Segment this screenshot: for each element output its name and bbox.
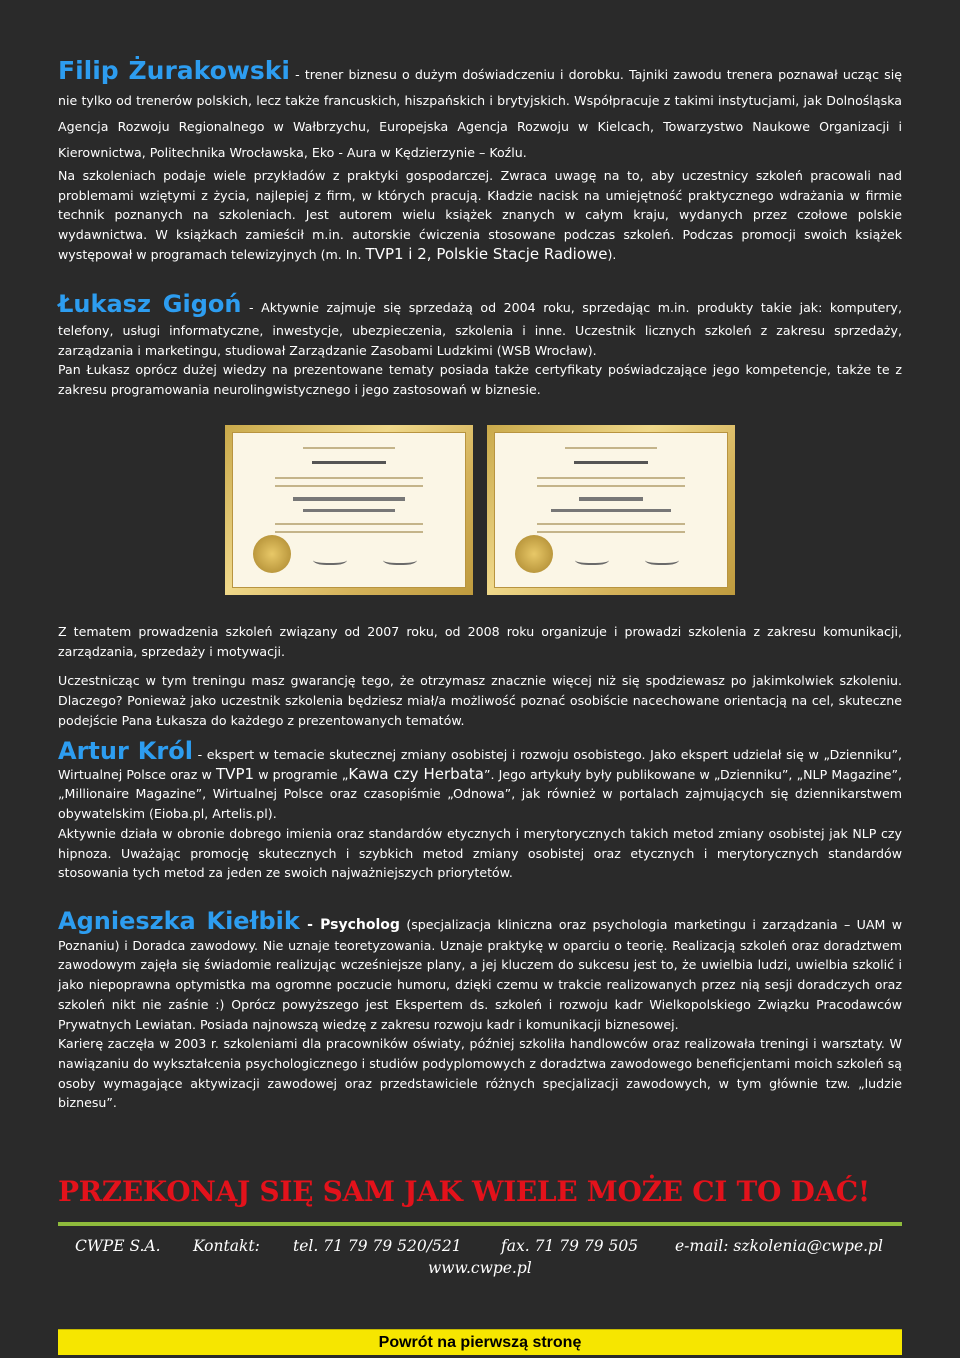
seal-icon — [253, 535, 291, 573]
slogan: PRZEKONAJ SIĘ SAM JAK WIELE MOŻE CI TO DAĆ! — [58, 1175, 870, 1208]
bio-agnieszka-role: - Psycholog — [299, 917, 400, 933]
divider — [58, 1222, 902, 1226]
bio-artur-intro-a: - ekspert w temacie skutecznej zmiany osobistej i rozwoju osobistego. Jako ekspert udzielał się w „Dzienniku”, Wirtualnej Polsce oraz w — [58, 747, 903, 782]
contact-email[interactable]: e-mail: szkolenia@cwpe.pl — [675, 1237, 883, 1255]
bio-lukasz-intro: - Aktywnie zajmuje się sprzedażą od 2004 roku, sprzedając m.in. produkty takie jak: komputery, telefony, usługi informatyczne, inwestycje, ubezpieczenia, szkolenia i inne. Uczestnik licznych szkoleń z zakresu sprzedaży, zarządzania i marketingu, studiował Zarządzanie Zasobami Ludzkimi (WSB Wrocław). — [58, 300, 902, 358]
signature-icon — [383, 553, 417, 565]
bio-filip — [58, 58, 902, 265]
bio-lukasz — [58, 287, 902, 400]
bio-filip-body: Na szkoleniach podaje wiele przykładów z praktyki gospodarczej. Zwraca uwagę na to, aby uczestnicy szkoleń pracowali nad problemami wziętymi z życia, najlepiej z firm, w których pracują. Kładzie nacisk na umiejętność praktycznego wdrażania w firmie technik poznanych na szkoleniach. Jest autorem wielu książek znanych w całym kraju, wydanych przez czołowe polskie wydawnictwa. W książkach zamieścił m.in. autorskie ćwiczenia stosowane podczas szkoleń. Podczas promocji swoich książek występował w programach telewizyjnych (m. In. — [58, 168, 902, 262]
contact-footer — [58, 1237, 902, 1277]
bio-filip-tail: ). — [607, 246, 617, 262]
signature-icon — [645, 553, 679, 565]
bio-artur-body: Aktywnie działa w obronie dobrego imienia oraz standardów etycznych i merytorycznych takich metod zmiany osobistej jak NLP czy hipnoza. Uważając promocję skutecznych i szybkich metod zmiany osobistej oraz etycznych i merytorycznych standardów stosowania tych metod za jeden ze swoich najważniejszych priorytetów. — [58, 825, 902, 881]
certificate-image — [225, 425, 473, 595]
signature-icon — [313, 553, 347, 565]
bio-filip-tvp: TVP1 i 2, Polskie Stacje Radiowe — [365, 244, 608, 263]
bio-artur-intro-b: w programie „ — [254, 766, 349, 782]
bio-agnieszka — [58, 907, 903, 1113]
back-to-home-button[interactable]: Powrót na pierwszą stronę — [58, 1329, 902, 1355]
certificate-image — [487, 425, 735, 595]
trainer-name-agnieszka: Agnieszka Kiełbik — [58, 907, 300, 935]
bio-lukasz-body: Pan Łukasz oprócz dużej wiedzy na prezentowane tematy posiada także certyfikaty poświadczające jego kompetencje, także te z zakresu programowania neurolingwistycznego i jego zastosowań w biznesie. — [58, 362, 902, 398]
training-paragraph-2: Uczestnicząc w tym treningu masz gwarancję tego, że otrzymasz znacznie więcej niż się spodziewasz po jakimkolwiek szkoleniu. Dlaczego? Ponieważ jako uczestnik szkolenia będziesz miał/a możliwość poznać osobiście nacechowane orientacją na cel, skuteczne podejście Pana Łukasza do każdego z prezentowanych tematów. — [58, 673, 902, 728]
bio-artur-kawa: Kawa czy Herbata — [348, 764, 484, 783]
training-info — [58, 622, 902, 731]
contact-fax: fax. 71 79 79 505 — [501, 1237, 639, 1255]
company-name: CWPE S.A. — [75, 1237, 161, 1255]
signature-icon — [575, 553, 609, 565]
bio-filip-intro: - trener biznesu o dużym doświadczeniu i dorobku. Tajniki zawodu trenera poznawał ucząc się nie tylko od trenerów polskich, lecz także francuskich, hiszpańskich i brytyjskich. Współpracuje z takimi instytucjami, jak Dolnośląska Agencja Rozwoju Regionalnego w Wałbrzychu, Europejska Agencja Rozwoju w Kielcach, Towarzystwo Naukowe Organizacji i Kierownictwa, Politechnika Wrocławska, Eko - Aura w Kędzierzynie – Koźlu. — [58, 67, 902, 160]
contact-phone: tel. 71 79 79 520/521 — [293, 1237, 462, 1255]
seal-icon — [515, 535, 553, 573]
bio-agnieszka-body: Karierę zaczęła w 2003 r. szkoleniami dla pracowników oświaty, później szkoliła handlowców oraz realizowała treningi i warsztaty. W nawiązaniu do wykształcenia psychologicznego i studiów podyplomowych z doradztwa zawodowego beneficjentami moich szkoleń są osoby wymagające aktywizacji zawodowej oraz przedstawiciele różnych specjalizacji zawodowych, w tym głównie tzw. „ludzie biznesu”. — [58, 1036, 902, 1111]
certificates — [225, 425, 735, 595]
bio-agnieszka-intro: (specjalizacja kliniczna oraz psychologia marketingu i zarządzania – UAM w Poznaniu) i Doradca zawodowy. Nie uznaje teoretyzowania. Uznaje praktykę w oparciu o teorię. Realizacją szkoleń oraz doradztwem zawodowym zajęła się świadomie realizując wcześniejsze plany, a jej kluczem do sukcesu jest to, że uwielbia ludzi, uwielbia szkolić i jako niepoprawna optymistka ma ogromne poczucie humoru, dzięki czemu w trakcie realizowanych przez nią sesji doradczych oraz szkoleń nikt nie zaśnie :) Oprócz powyższego jest Ekspertem ds. szkoleń i rozwoju kadr Wielkopolskiego Związku Pracodawców Prywatnych Lewiatan. Posiada najnowszą wiedzę z zakresu rozwoju kadr i komunikacji biznesowej. — [58, 917, 903, 1032]
contact-website[interactable]: www.cwpe.pl — [428, 1259, 532, 1277]
training-paragraph-1: Z tematem prowadzenia szkoleń związany od 2007 roku, od 2008 roku organizuje i prowadzi szkolenia z zakresu komunikacji, zarządzania, sprzedaży i motywacji. — [58, 624, 902, 659]
trainer-name-filip: Filip Żurakowski — [58, 56, 290, 85]
bio-artur-tvp: TVP1 — [216, 764, 255, 783]
bio-artur — [58, 737, 903, 883]
trainer-name-lukasz: Łukasz Gigoń — [58, 290, 242, 318]
trainer-name-artur: Artur Król — [58, 737, 193, 765]
contact-label: Kontakt: — [193, 1237, 260, 1255]
bio-artur-intro-c: ”. Jego artykuły były publikowane w „Dzienniku”, „NLP Magazine”, „Millionaire Magazine”, Wirtualnej Polsce oraz czasopiśmie „Odnowa”, jak również w portalach zajmujących się dziennikarstwem obywatelskim (Eioba.pl, Artelis.pl). — [58, 766, 903, 822]
